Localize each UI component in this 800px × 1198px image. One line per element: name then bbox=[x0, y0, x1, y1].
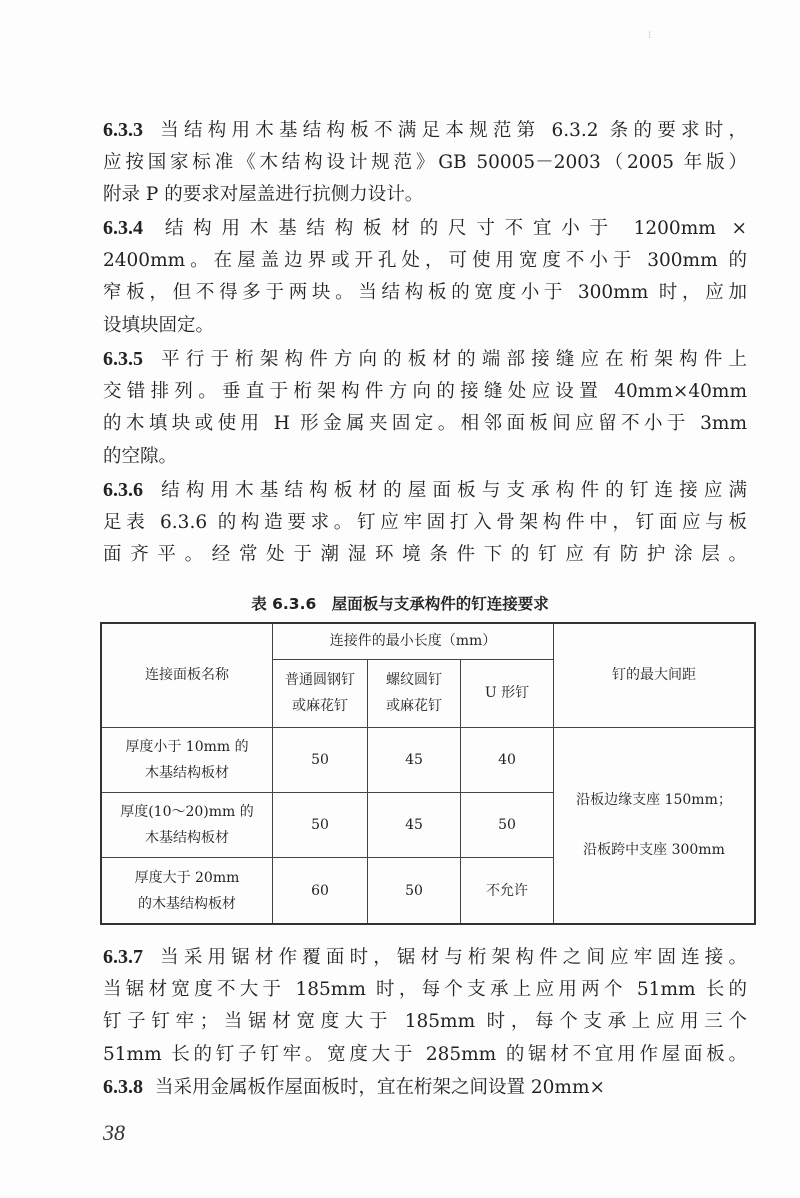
clause-number: 6.3.8 bbox=[103, 1076, 143, 1098]
text-line bbox=[103, 115, 747, 145]
text-line bbox=[103, 180, 747, 210]
clause-number: 6.3.3 bbox=[103, 119, 143, 141]
panel-name: 厚度小于 10mm 的 木基结构板材 bbox=[101, 727, 273, 792]
line-text: 当锯材宽度不大于 185mm 时，每个支承上应用两个 51mm 长的 bbox=[103, 979, 747, 1000]
text-line bbox=[103, 377, 747, 407]
nail-connection-table bbox=[100, 622, 756, 925]
text-line bbox=[103, 942, 747, 972]
line-text: 交错排列。垂直于桁架构件方向的接缝处应设置 40mm×40mm bbox=[103, 381, 747, 402]
text-line bbox=[103, 311, 747, 341]
text-line bbox=[103, 246, 747, 276]
line-text: 结构用木基结构板材的屋面板与支承构件的钉连接应满 bbox=[155, 480, 747, 501]
scan-mark: ⁝ bbox=[648, 30, 652, 41]
text-line bbox=[103, 540, 747, 570]
header-u-staple: U 形钉 bbox=[461, 659, 554, 727]
cell-value: 不允许 bbox=[461, 858, 554, 924]
text-line bbox=[103, 1040, 747, 1070]
text-line bbox=[103, 442, 747, 472]
line-text: 应按国家标准《木结构设计规范》GB 50005－2003（2005 年版） bbox=[103, 152, 747, 173]
cell-value: 50 bbox=[461, 792, 554, 857]
header-max-spacing: 钉的最大间距 bbox=[554, 623, 756, 727]
line-text: 的空隙。 bbox=[103, 446, 178, 467]
line-text: 2400mm。在屋盖边界或开孔处，可使用宽度不小于 300mm 的 bbox=[103, 250, 747, 271]
text-line bbox=[103, 475, 747, 505]
line-text: 结构用木基结构板材的尺寸不宜小于 1200mm × bbox=[155, 218, 747, 239]
text-line bbox=[103, 278, 747, 308]
line-text: 当结构用木基结构板不满足本规范第 6.3.2 条的要求时， bbox=[155, 120, 747, 141]
line-text: 的木填块或使用 H 形金属夹固定。相邻面板间应留不小于 3mm bbox=[103, 413, 747, 434]
text-line bbox=[103, 148, 747, 178]
line-text: 设填块固定。 bbox=[103, 315, 215, 336]
cell-value: 45 bbox=[368, 727, 461, 792]
line-text: 足表 6.3.6 的构造要求。钉应牢固打入骨架构件中，钉面应与板 bbox=[103, 512, 747, 533]
line-text: 当采用金属板作屋面板时，宜在桁架之间设置 20mm× bbox=[155, 1077, 606, 1098]
text-line bbox=[103, 975, 747, 1005]
panel-name: 厚度大于 20mm 的木基结构板材 bbox=[101, 858, 273, 924]
header-common-nail: 普通圆钢钉 或麻花钉 bbox=[273, 659, 368, 727]
clause-number: 6.3.7 bbox=[103, 946, 143, 968]
page-number: 38 bbox=[103, 1120, 125, 1145]
table-caption: 表 6.3.6 屋面板与支承构件的钉连接要求 bbox=[251, 595, 549, 613]
clause-number: 6.3.6 bbox=[103, 479, 143, 501]
line-text: 面齐平。经常处于潮湿环境条件下的钉应有防护涂层。 bbox=[103, 544, 747, 565]
max-spacing: 沿板边缘支座 150mm； 沿板跨中支座 300mm bbox=[554, 727, 756, 924]
cell-value: 60 bbox=[273, 858, 368, 924]
clause-number: 6.3.5 bbox=[103, 348, 143, 370]
text-line bbox=[103, 1072, 747, 1102]
line-text: 平行于桁架构件方向的板材的端部接缝应在桁架构件上 bbox=[155, 349, 747, 370]
table-row bbox=[101, 727, 755, 792]
line-text: 当采用锯材作覆面时，锯材与桁架构件之间应牢固连接。 bbox=[155, 947, 747, 968]
header-panel-name: 连接面板名称 bbox=[101, 623, 273, 727]
cell-value: 50 bbox=[273, 792, 368, 857]
text-line bbox=[103, 344, 747, 374]
cell-value: 50 bbox=[273, 727, 368, 792]
cell-value: 50 bbox=[368, 858, 461, 924]
line-text: 窄板，但不得多于两块。当结构板的宽度小于 300mm 时，应加 bbox=[103, 282, 747, 303]
text-line bbox=[103, 409, 747, 439]
text-line bbox=[103, 213, 747, 243]
header-threaded-nail: 螺纹圆钉 或麻花钉 bbox=[368, 659, 461, 727]
panel-name: 厚度(10～20)mm 的 木基结构板材 bbox=[101, 792, 273, 857]
line-text: 钉子钉牢；当锯材宽度大于 185mm 时，每个支承上应用三个 bbox=[103, 1011, 747, 1032]
cell-value: 40 bbox=[461, 727, 554, 792]
cell-value: 45 bbox=[368, 792, 461, 857]
text-line bbox=[103, 1007, 747, 1037]
text-line bbox=[103, 508, 747, 538]
line-text: 附录 P 的要求对屋盖进行抗侧力设计。 bbox=[103, 184, 424, 205]
header-min-length: 连接件的最小长度（mm） bbox=[273, 623, 554, 659]
clause-number: 6.3.4 bbox=[103, 217, 143, 239]
line-text: 51mm 长的钉子钉牢。宽度大于 285mm 的锯材不宜用作屋面板。 bbox=[103, 1044, 747, 1065]
